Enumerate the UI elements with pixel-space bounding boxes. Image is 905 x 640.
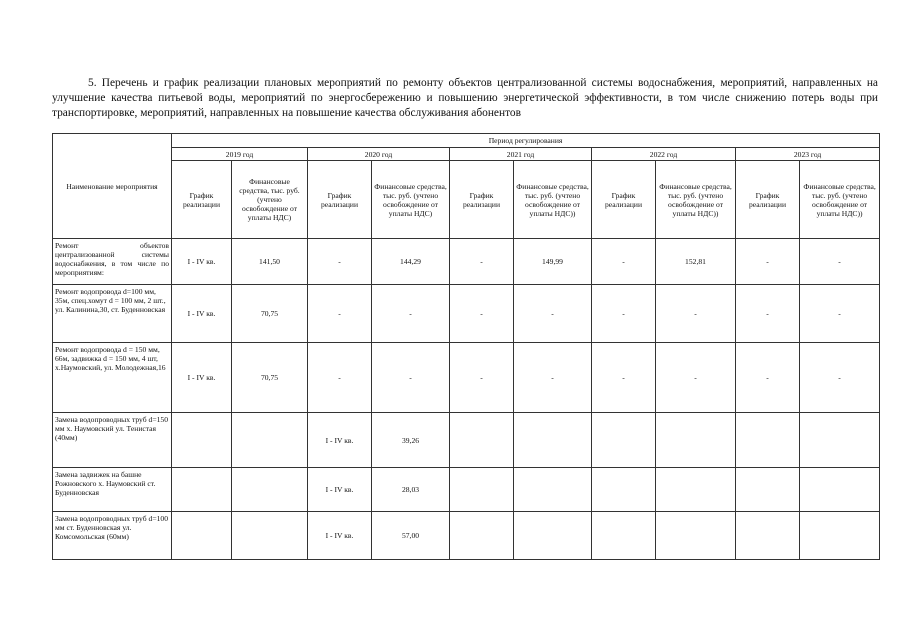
activity-name-cell: Ремонт водопровода d=100 мм, 35м, спец.хомут d = 100 мм, 2 шт., ул. Калинина,30, ст. Буденновская <box>53 285 172 343</box>
finance-cell: 149,99 <box>514 239 592 285</box>
finance-cell <box>232 512 308 560</box>
section-heading <box>52 76 878 121</box>
schedule-column-header: График реализации <box>172 161 232 239</box>
schedule-cell: I - IV кв. <box>308 512 372 560</box>
schedule-cell <box>592 468 656 512</box>
schedule-cell: - <box>450 239 514 285</box>
finance-cell: - <box>800 285 880 343</box>
finance-cell: 144,29 <box>372 239 450 285</box>
finance-column-header: Финансовые средства, тыс. руб. (учтено освобождение от уплаты НДС)) <box>800 161 880 239</box>
schedule-cell: - <box>736 343 800 413</box>
finance-cell: - <box>514 343 592 413</box>
schedule-cell: I - IV кв. <box>172 285 232 343</box>
table-row <box>53 468 880 512</box>
schedule-column-header: График реализации <box>592 161 656 239</box>
schedule-cell <box>736 468 800 512</box>
schedule-cell <box>736 413 800 468</box>
section-heading-text: 5. Перечень и график реализации плановых мероприятий по ремонту объектов централизованной системы водоснабжения, мероприятий, направленных на улучшение качества питьевой воды, мероприятий по энергосбережению и повышению энергетической эффективности, в том числе снижению потерь воды при транспортировке, мероприятий, направленных на повышение качества обслуживания абонентов <box>52 77 878 119</box>
schedule-cell: - <box>592 239 656 285</box>
schedule-cell <box>450 413 514 468</box>
year-header: 2019 год <box>172 148 308 161</box>
activity-name-cell: Ремонт водопровода d = 150 мм, 66м, задвижка d = 150 мм, 4 шт, х.Наумовский, ул. Молодежная,16 <box>53 343 172 413</box>
finance-cell <box>232 413 308 468</box>
finance-cell: 141,50 <box>232 239 308 285</box>
finance-column-header: Финансовые средства, тыс. руб. (учтено освобождение от уплаты НДС) <box>372 161 450 239</box>
finance-cell: - <box>514 285 592 343</box>
finance-cell: - <box>800 343 880 413</box>
table-row <box>53 285 880 343</box>
schedule-cell: - <box>592 285 656 343</box>
activity-name-cell: Ремонт объектов централизованной системы водоснабжения, в том числе по мероприятиям: <box>53 239 172 285</box>
finance-cell: - <box>656 343 736 413</box>
finance-cell <box>514 512 592 560</box>
schedule-cell: - <box>308 285 372 343</box>
table-row <box>53 239 880 285</box>
finance-column-header: Финансовые средства, тыс. руб. (учтено освобождение от уплаты НДС)) <box>656 161 736 239</box>
finance-cell: 152,81 <box>656 239 736 285</box>
schedule-cell: - <box>308 239 372 285</box>
schedule-cell <box>736 512 800 560</box>
finance-cell: - <box>800 239 880 285</box>
finance-column-header: Финансовые средства, тыс. руб. (учтено освобождение от уплаты НДС) <box>232 161 308 239</box>
year-header: 2021 год <box>450 148 592 161</box>
finance-cell <box>656 512 736 560</box>
year-header: 2022 год <box>592 148 736 161</box>
activity-name-cell: Замена водопроводных труб d=150 мм х. Наумовский ул. Тенистая (40мм) <box>53 413 172 468</box>
finance-cell <box>800 468 880 512</box>
finance-cell <box>232 468 308 512</box>
schedule-cell: - <box>592 343 656 413</box>
table-row <box>53 343 880 413</box>
finance-cell <box>514 468 592 512</box>
schedule-cell <box>450 468 514 512</box>
finance-column-header: Финансовые средства, тыс. руб. (учтено освобождение от уплаты НДС)) <box>514 161 592 239</box>
schedule-cell: - <box>450 285 514 343</box>
schedule-cell <box>172 512 232 560</box>
finance-cell <box>800 512 880 560</box>
finance-cell <box>514 413 592 468</box>
schedule-cell: - <box>736 285 800 343</box>
year-header: 2023 год <box>736 148 880 161</box>
finance-cell: 70,75 <box>232 343 308 413</box>
schedule-cell: - <box>736 239 800 285</box>
finance-cell: - <box>656 285 736 343</box>
schedule-cell: I - IV кв. <box>308 468 372 512</box>
schedule-cell: - <box>450 343 514 413</box>
activity-name-cell: Замена водопроводных труб d=100 мм ст. Буденновская ул. Комсомольская (60мм) <box>53 512 172 560</box>
schedule-cell <box>592 512 656 560</box>
schedule-cell: - <box>308 343 372 413</box>
finance-cell: 57,00 <box>372 512 450 560</box>
finance-cell <box>656 413 736 468</box>
finance-cell: 70,75 <box>232 285 308 343</box>
table-row <box>53 512 880 560</box>
year-header: 2020 год <box>308 148 450 161</box>
table-row <box>53 413 880 468</box>
finance-cell <box>800 413 880 468</box>
schedule-column-header: График реализации <box>308 161 372 239</box>
activity-name-cell: Замена задвижек на башне Рожновского х. Наумовский ст. Буденновская <box>53 468 172 512</box>
schedule-cell: I - IV кв. <box>308 413 372 468</box>
schedule-cell: I - IV кв. <box>172 239 232 285</box>
finance-cell: 39,26 <box>372 413 450 468</box>
schedule-cell <box>592 413 656 468</box>
schedule-cell: I - IV кв. <box>172 343 232 413</box>
name-column-header: Наименование мероприятия <box>53 134 172 239</box>
schedule-column-header: График реализации <box>450 161 514 239</box>
schedule-column-header: График реализации <box>736 161 800 239</box>
finance-cell: - <box>372 285 450 343</box>
schedule-cell <box>172 468 232 512</box>
period-header: Период регулирования <box>172 134 880 148</box>
schedule-cell <box>450 512 514 560</box>
finance-cell: 28,03 <box>372 468 450 512</box>
plan-table <box>52 133 880 560</box>
plan-table-body <box>53 239 880 560</box>
schedule-cell <box>172 413 232 468</box>
finance-cell: - <box>372 343 450 413</box>
finance-cell <box>656 468 736 512</box>
